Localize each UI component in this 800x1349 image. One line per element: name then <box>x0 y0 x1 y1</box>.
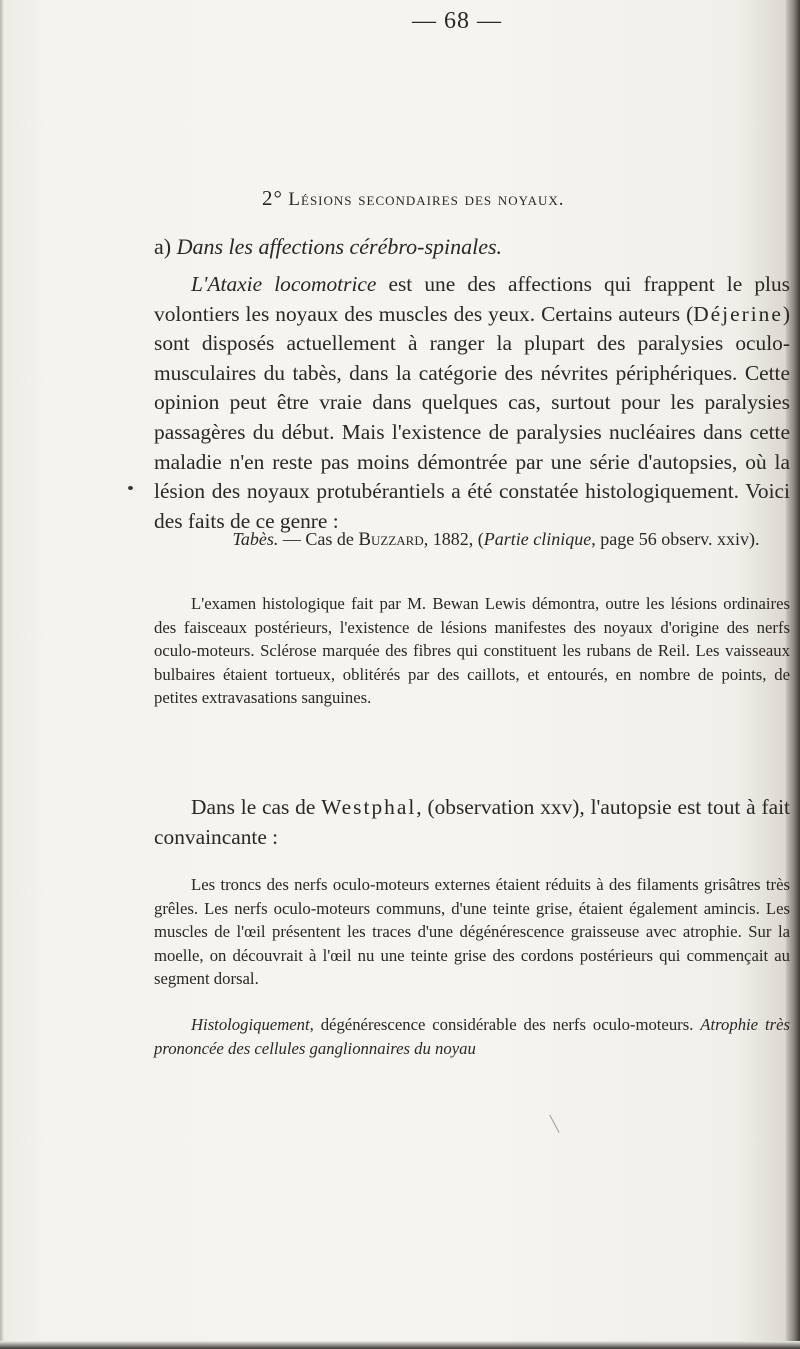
page-left-edge <box>0 0 4 1349</box>
case-year: , 1882, ( <box>423 529 484 549</box>
case-source: Partie clinique <box>483 529 592 549</box>
subheading-label: a) <box>154 234 172 259</box>
subheading <box>154 234 794 260</box>
author-westphal: Westphal <box>321 795 417 819</box>
paragraph-westphal <box>154 793 790 852</box>
case-dash: — Cas de <box>278 529 359 549</box>
case-rest: , page 56 observ. xxiv). <box>591 529 760 549</box>
page-bottom-edge <box>0 1341 800 1349</box>
ataxie-text-a: est une des affections qui frappent le plus volontiers les noyaux des muscles des yeux. Certains auteurs ( <box>154 272 791 326</box>
case-disease: Tabès. <box>232 529 279 549</box>
author-dejerine: Déjerine <box>693 301 783 326</box>
section-number: 2° <box>262 186 283 210</box>
westphal-text-a: Dans le cas de <box>191 795 322 819</box>
histology-tail: Atrophie très prononcée des cellules ganglionnaires du noyau <box>154 1015 790 1058</box>
page-number: — 68 — <box>412 8 502 34</box>
section-title-text: Lésions secondaires des noyaux. <box>288 189 565 210</box>
case-author: Buzzard <box>358 529 424 550</box>
paragraph-ataxie <box>154 270 790 536</box>
case-title-buzzard <box>216 526 776 553</box>
westphal-text-b: , (observation xxv), l'autopsie est tout à fait convaincante : <box>154 795 790 849</box>
subheading-text: Dans les affections cérébro-spinales. <box>176 234 503 259</box>
ataxie-lead: L'Ataxie locomotrice <box>191 272 377 296</box>
histology-lead: Histologiquement <box>191 1015 310 1034</box>
observation-histology <box>154 1013 790 1060</box>
observation-westphal: Les troncs des nerfs oculo-moteurs externes étaient réduits à des filaments grisâtres très grêles. Les nerfs oculo-moteurs communs, d'une teinte grise, étaient également amincis. Les muscles de l'œil présentent les traces d'une dégénérescence graisseuse avec atrophie. Sur la moelle, on découvrait à l'œil nu une teinte grise des cordons postérieurs qui commençait au segment dorsal. <box>154 875 790 988</box>
histology-text: , dégénérescence considérable des nerfs oculo-moteurs. <box>309 1015 701 1034</box>
observation-buzzard: L'examen histologique fait par M. Bewan Lewis démontra, outre les lésions ordinaires des faisceaux postérieurs, l'existence de lésions manifestes des noyaux d'origine des nerfs oculo-moteurs. Sclérose marquée des fibres qui constituent les rubans de Reil. Les vaisseaux bulbaires étaient tortueux, oblitérés par des caillots, et entourés, en nombre de points, de petites extravasations sanguines. <box>154 594 790 707</box>
section-title <box>262 186 782 211</box>
ink-mark <box>128 486 133 490</box>
ataxie-text-b: ) sont disposés actuellement à ranger la plupart des paralysies oculo-musculaires du tabès, dans la catégorie des névrites périphériques. Cette opinion peut être vraie dans quelques cas, surtout pour les paralysies passagères du début. Mais l'existence de paralysies nucléaires dans cette maladie n'en reste pas moins démontrée par une série d'autopsies, où la lésion des noyaux protubérantiels a été constatée histologiquement. Voici des faits de ce genre : <box>154 301 790 533</box>
